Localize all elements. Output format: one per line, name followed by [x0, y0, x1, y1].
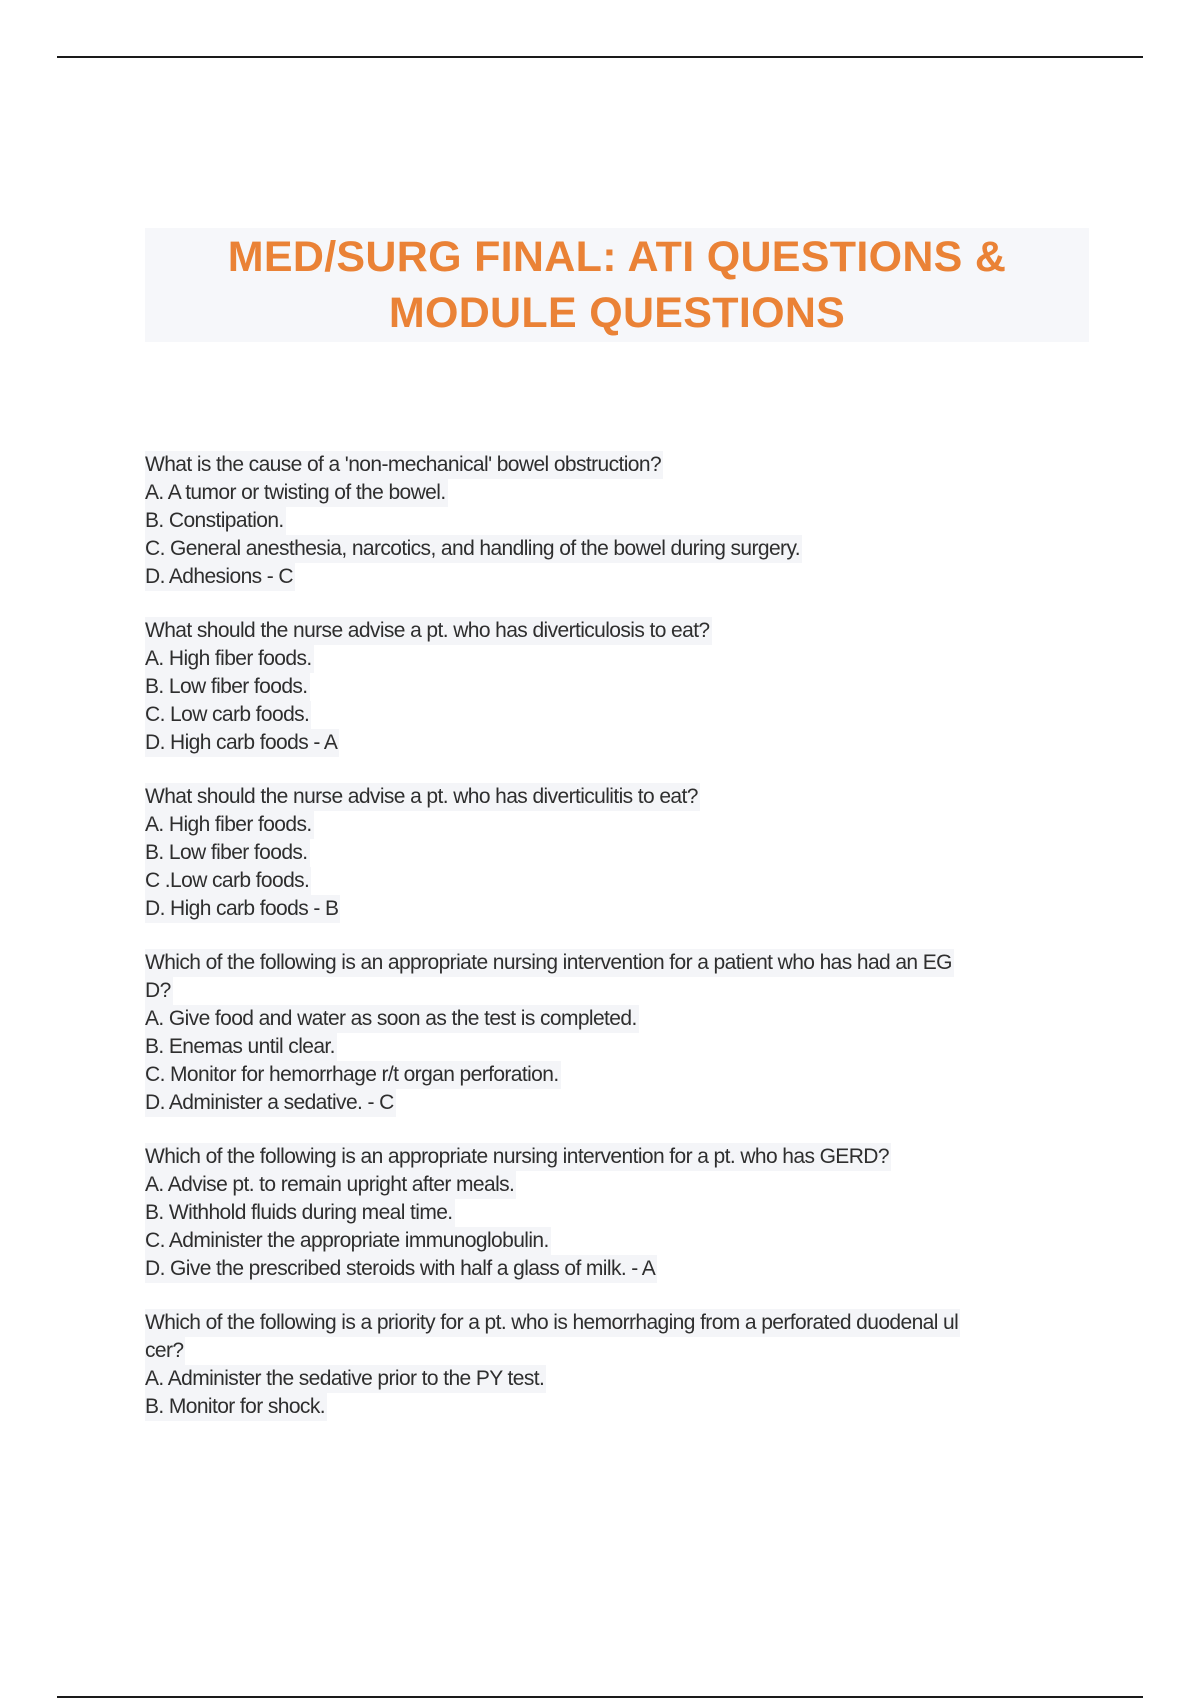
question-text: Which of the following is a priority for a pt. who is hemorrhaging from a perforated duodenal ul: [145, 1309, 960, 1337]
question-text: Which of the following is an appropriate nursing intervention for a pt. who has GERD?: [145, 1143, 891, 1171]
answer-option: C .Low carb foods.: [145, 867, 311, 895]
answer-option: B. Monitor for shock.: [145, 1393, 327, 1421]
answer-option: D. High carb foods - B: [145, 895, 340, 923]
answer-option: A. A tumor or twisting of the bowel.: [145, 479, 448, 507]
answer-option: C. Low carb foods.: [145, 701, 311, 729]
answer-option: B. Enemas until clear.: [145, 1033, 337, 1061]
question-block: [145, 1309, 1085, 1421]
question-block: [145, 1143, 1085, 1283]
answer-option: D. High carb foods - A: [145, 729, 339, 757]
answer-option: C. General anesthesia, narcotics, and handling of the bowel during surgery.: [145, 535, 802, 563]
answer-option: B. Withhold fluids during meal time.: [145, 1199, 455, 1227]
question-text: What should the nurse advise a pt. who has diverticulitis to eat?: [145, 783, 700, 811]
answer-option: D. Administer a sedative. - C: [145, 1089, 396, 1117]
document-title: [228, 229, 1007, 341]
question-block: [145, 949, 1085, 1117]
answer-option: B. Constipation.: [145, 507, 286, 535]
answer-option: C. Monitor for hemorrhage r/t organ perforation.: [145, 1061, 561, 1089]
answer-option: A. Give food and water as soon as the test is completed.: [145, 1005, 639, 1033]
answer-option: C. Administer the appropriate immunoglobulin.: [145, 1227, 551, 1255]
answer-option: B. Low fiber foods.: [145, 673, 310, 701]
question-text: What should the nurse advise a pt. who has diverticulosis to eat?: [145, 617, 712, 645]
question-block: [145, 451, 1085, 591]
question-block: [145, 783, 1085, 923]
title-line-2: MODULE QUESTIONS: [388, 289, 846, 337]
answer-option: A. High fiber foods.: [145, 645, 314, 673]
answer-option: A. Administer the sedative prior to the PY test.: [145, 1365, 546, 1393]
answer-option: A. Advise pt. to remain upright after meals.: [145, 1171, 516, 1199]
answer-option: D. Give the prescribed steroids with half a glass of milk. - A: [145, 1255, 657, 1283]
top-rule: [57, 56, 1143, 58]
question-text: What is the cause of a 'non-mechanical' bowel obstruction?: [145, 451, 663, 479]
title-banner: [145, 228, 1089, 342]
question-text: Which of the following is an appropriate nursing intervention for a patient who has had an EG: [145, 949, 954, 977]
question-block: [145, 617, 1085, 757]
bottom-rule: [57, 1696, 1143, 1698]
answer-option: A. High fiber foods.: [145, 811, 314, 839]
question-text-continued: cer?: [145, 1337, 185, 1365]
question-text-continued: D?: [145, 977, 173, 1005]
answer-option: B. Low fiber foods.: [145, 839, 310, 867]
question-list: [145, 451, 1085, 1447]
answer-option: D. Adhesions - C: [145, 563, 295, 591]
title-line-1: MED/SURG FINAL: ATI QUESTIONS &: [227, 233, 1007, 281]
